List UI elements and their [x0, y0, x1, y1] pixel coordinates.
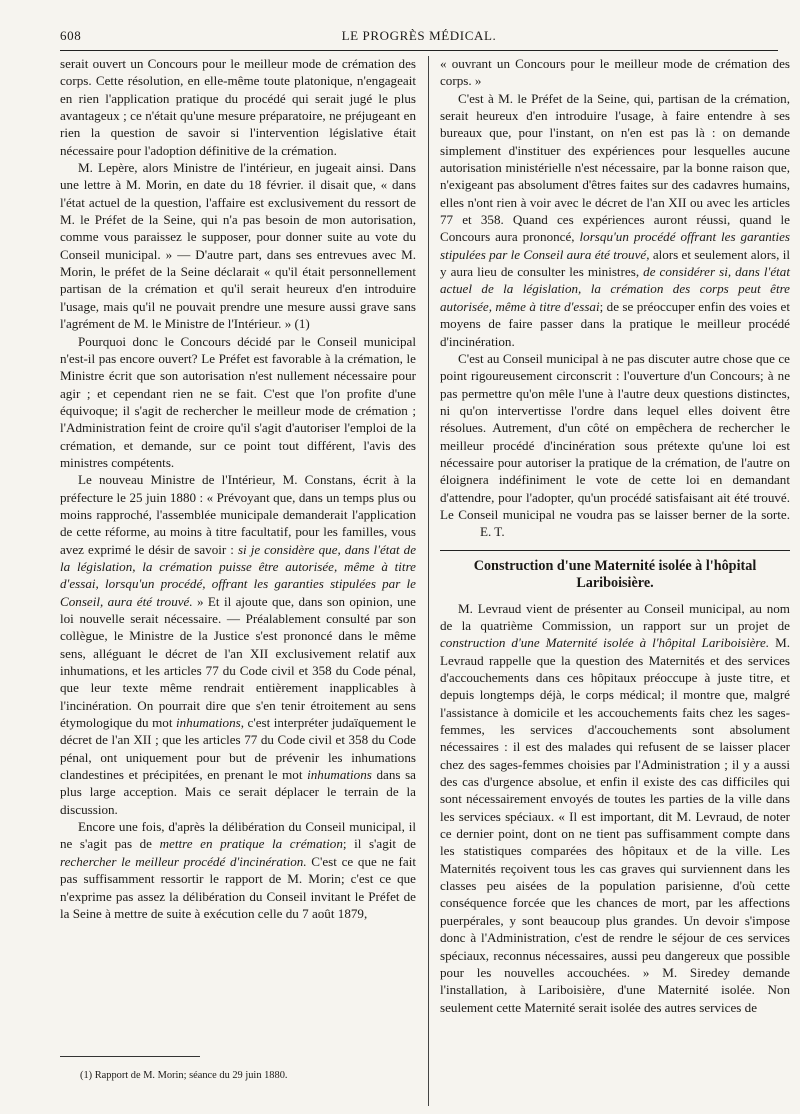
italic-term: rechercher le meilleur procédé d'incinération.	[60, 853, 307, 869]
text-run: Le nouveau Ministre de l'Intérieur, M. Constans, écrit à la préfecture le 25 juin 1880 : « Prévoyant que, dans un temps plus ou moins rapproché, l'assemblée municipale demanderait l'application de cette réforme, au moins à titre facultatif, pour les familles, vous avez exprimé le désir de savoir :	[60, 472, 416, 557]
italic-quote: de considérer si, dans l'état actuel de la législation, la crémation des corps peut être autorisée, même à titre d'essai	[440, 264, 790, 314]
italic-quote: si je considère que, dans l'état de la législation, la crémation puisse être autorisée, même à titre d'essai, lorsqu'un procédé, offrant les garanties stipulées par le Conseil, aura été trouvé.	[60, 541, 417, 609]
header-rule	[60, 50, 778, 51]
page-header	[60, 24, 778, 46]
text-run: C'est ce que ne fait pas suffisamment ressortir le rapport de M. Morin; c'est ce que n'exprime pas assez la délibération du Conseil invitant le Préfet de la Seine à mettre de suite à exécution celle du 7 août 1879,	[60, 853, 416, 921]
paragraph	[440, 600, 790, 1016]
footnote: (1) Rapport de M. Morin; séance du 29 juin 1880.	[80, 1070, 288, 1081]
text-run: dans sa plus large acception. Mais ce serait déplacer le terrain de la discussion.	[60, 767, 416, 817]
italic-term: inhumations	[176, 715, 241, 731]
journal-title: LE PROGRÈS MÉDICAL.	[341, 28, 497, 43]
text-run: ; il s'agit de	[342, 836, 416, 852]
text-run: M. Levraud vient de présenter au Conseil municipal, au nom de la quatrième Commission, un rapport sur un projet de	[440, 600, 790, 633]
italic-quote: lorsqu'un procédé offrant les garanties stipulées par le Conseil aura été trouvé,	[440, 229, 790, 262]
section-rule	[440, 550, 790, 551]
author-signature: E. T.	[480, 524, 505, 540]
paragraph: M. Lepère, alors Ministre de l'intérieur, en jugeait ainsi. Dans une lettre à M. Morin, en date du 18 février. il disait que, « dans l'état actuel de la question, l'affaire est exclusivement du ressort de M. le Préfet de la Seine, qui n'a pas besoin de mon autorisation, comme vous paraissez le supposer, pour donner suite au vote du Conseil municipal. » — D'autre part, dans ses entrevues avec M. Morin, le préfet de la Seine déclarait « qu'il était personnellement partisan de la crémation et qu'il serait heureux d'en introduire l'usage, mais qu'il ne pouvait prendre une mesure aussi grave sans l'agrément de M. le Ministre de l'Intérieur. » (1)	[60, 160, 416, 332]
text-run: » Et il ajoute que, dans son opinion, une loi nouvelle serait nécessaire. — Préalablement consulté par son collègue, le Ministre de la Justice s'est prononcé dans le même sens, alléguant le décret de l'an XII exclusivement relatif aux inhumations, et les articles 77 du Code civil et 358 du Code pénal, que leur texte même rendrait entièrement inapplicables à l'incinération. On pourrait dire que s'en tenir étroitement au sens étymologique du mot	[60, 593, 416, 731]
italic-term: inhumations	[307, 767, 372, 783]
paragraph	[60, 471, 416, 818]
text-run: C'est au Conseil municipal à ne pas discuter autre chose que ce point rigoureusement circonscrit : l'ouverture d'un Concours; à ne pas permettre qu'on mêle l'une à l'autre deux questions distinctes, ni qu'on intervertisse l'ordre dans lequel elles doivent être résolues. Autrement, d'un côté on empêchera de rechercher le meilleur procédé d'incinération sous prétexte qu'une loi est nécessaire pour autoriser la pratique de la crémation, de l'autre on éloignera indéfiniment le vote de cette loi en demandant d'attendre, pour l'adopter, qu'un procédé satisfaisant ait été trouvé. Le Conseil municipal ne voudra pas se laisser berner de la sorte.	[440, 350, 790, 522]
text-run: M. Levraud rappelle que la question des Maternités et des services d'accouchements dans ces hôpitaux préoccupe à juste titre, et depuis longtemps déjà, le corps médical; il montre que, malgré l'assistance à domicile et les accouchements faits chez les sages-femmes, les services d'accouchements sont absolument nécessaires : il est des malades qui refusent de se laisser placer chez des sages-femmes choisies par l'Administration ; il y a aussi des cas d'urgence absolue, et enfin il existe des cas difficiles qui sont nécessairement envoyés de toutes les parties de la ville dans les services spéciaux. « Il est important, dit M. Levraud, de noter ce dernier point, dont on ne tient pas suffisamment compte dans les statistiques comparées des hôpitaux et de la ville. Les Maternités reçoivent tous les cas graves qui surviennent dans les classes peu aisées de la population parisienne, d'où cette conséquence forcée que les chances de mort, par les affections puerpérales, y sont beaucoup plus grandes. Un devoir s'impose donc à l'Administration, c'est de rendre le séjour de ces services spéciaux, reconnus nécessaires, aussi peu dangereux que possible pour les nouvelles accouchées. » M. Siredey demande l'installation, à Lariboisière, d'une Maternité isolée. Non seulement cette Maternité serait isolée des autres services de	[440, 635, 790, 1015]
left-column	[60, 55, 416, 922]
italic-term: mettre en pratique la crémation	[159, 836, 343, 852]
page-number: 608	[60, 28, 82, 43]
right-column	[440, 55, 790, 1016]
text-run: , c'est interpréter judaïquement le décret de l'an XII ; que les articles 77 du Code civil et 358 du Code pénal, ont uniquement pour but de prévenir les inhumations clandestines et précipitées, en prenant le mot	[60, 715, 417, 783]
paragraph: « ouvrant un Concours pour le meilleur mode de crémation des corps. »	[440, 56, 790, 89]
paragraph	[60, 818, 416, 922]
column-divider	[428, 56, 429, 1106]
paragraph	[440, 90, 790, 350]
paragraph: Pourquoi donc le Concours décidé par le Conseil municipal n'est-il pas encore ouvert? Le Préfet est favorable à la crémation, le Ministre écrit que son autorisation n'est nullement nécessaire pour agir ; et cependant rien ne se fait. C'est que l'on profite d'une équivoque; il s'agit de rechercher le meilleur mode de crémation ; l'Administration feint de croire qu'il s'agit d'autoriser l'emploi de la crémation, et demande, sur ce point tout différent, l'avis des ministres compétents.	[60, 333, 416, 470]
section-heading: Construction d'une Maternité isolée à l'hôpital Lariboisière.	[473, 557, 757, 591]
text-run: Encore une fois, d'après la délibération du Conseil municipal, il ne s'agit pas de	[60, 819, 416, 852]
paragraph: serait ouvert un Concours pour le meilleur mode de crémation des corps. Cette résolution, en elle-même toute platonique, n'engageait en rien l'application pratique du procédé qui serait jugé le plus avantageux ; ce n'était qu'une mesure préparatoire, ne préjugeant en rien la question de savoir si l'intervention législative était nécessaire pour l'adoption définitive de la crémation.	[60, 56, 416, 158]
text-run: alors et seulement alors, il y aura lieu de consulter les ministres,	[440, 246, 790, 280]
text-run: C'est à M. le Préfet de la Seine, qui, partisan de la crémation, serait heureux d'en introduire l'usage, à faire entendre à ses bureaux que, pour l'instant, on n'en est pas là : on demande simplement d'instituer des expériences pour lesquelles aucune autorisation ministérielle n'est nécessaire, par la bonne raison que, n'exigeant pas absolument d'êtres faites sur des cadavres humains, elles n'ont rien à voir avec le décret de l'an XII ou avec les articles 77 et 358. Quand ces expériences auront réussi, quand le Concours aura prononcé,	[440, 90, 790, 245]
text-run: ; de se préoccuper enfin des voies et moyens de faire passer dans la pratique le meilleur procédé d'incinération.	[440, 298, 790, 349]
paragraph	[440, 350, 790, 541]
footnote-rule	[60, 1056, 200, 1057]
italic-title: construction d'une Maternité isolée à l'hôpital Lariboisière.	[440, 635, 770, 651]
